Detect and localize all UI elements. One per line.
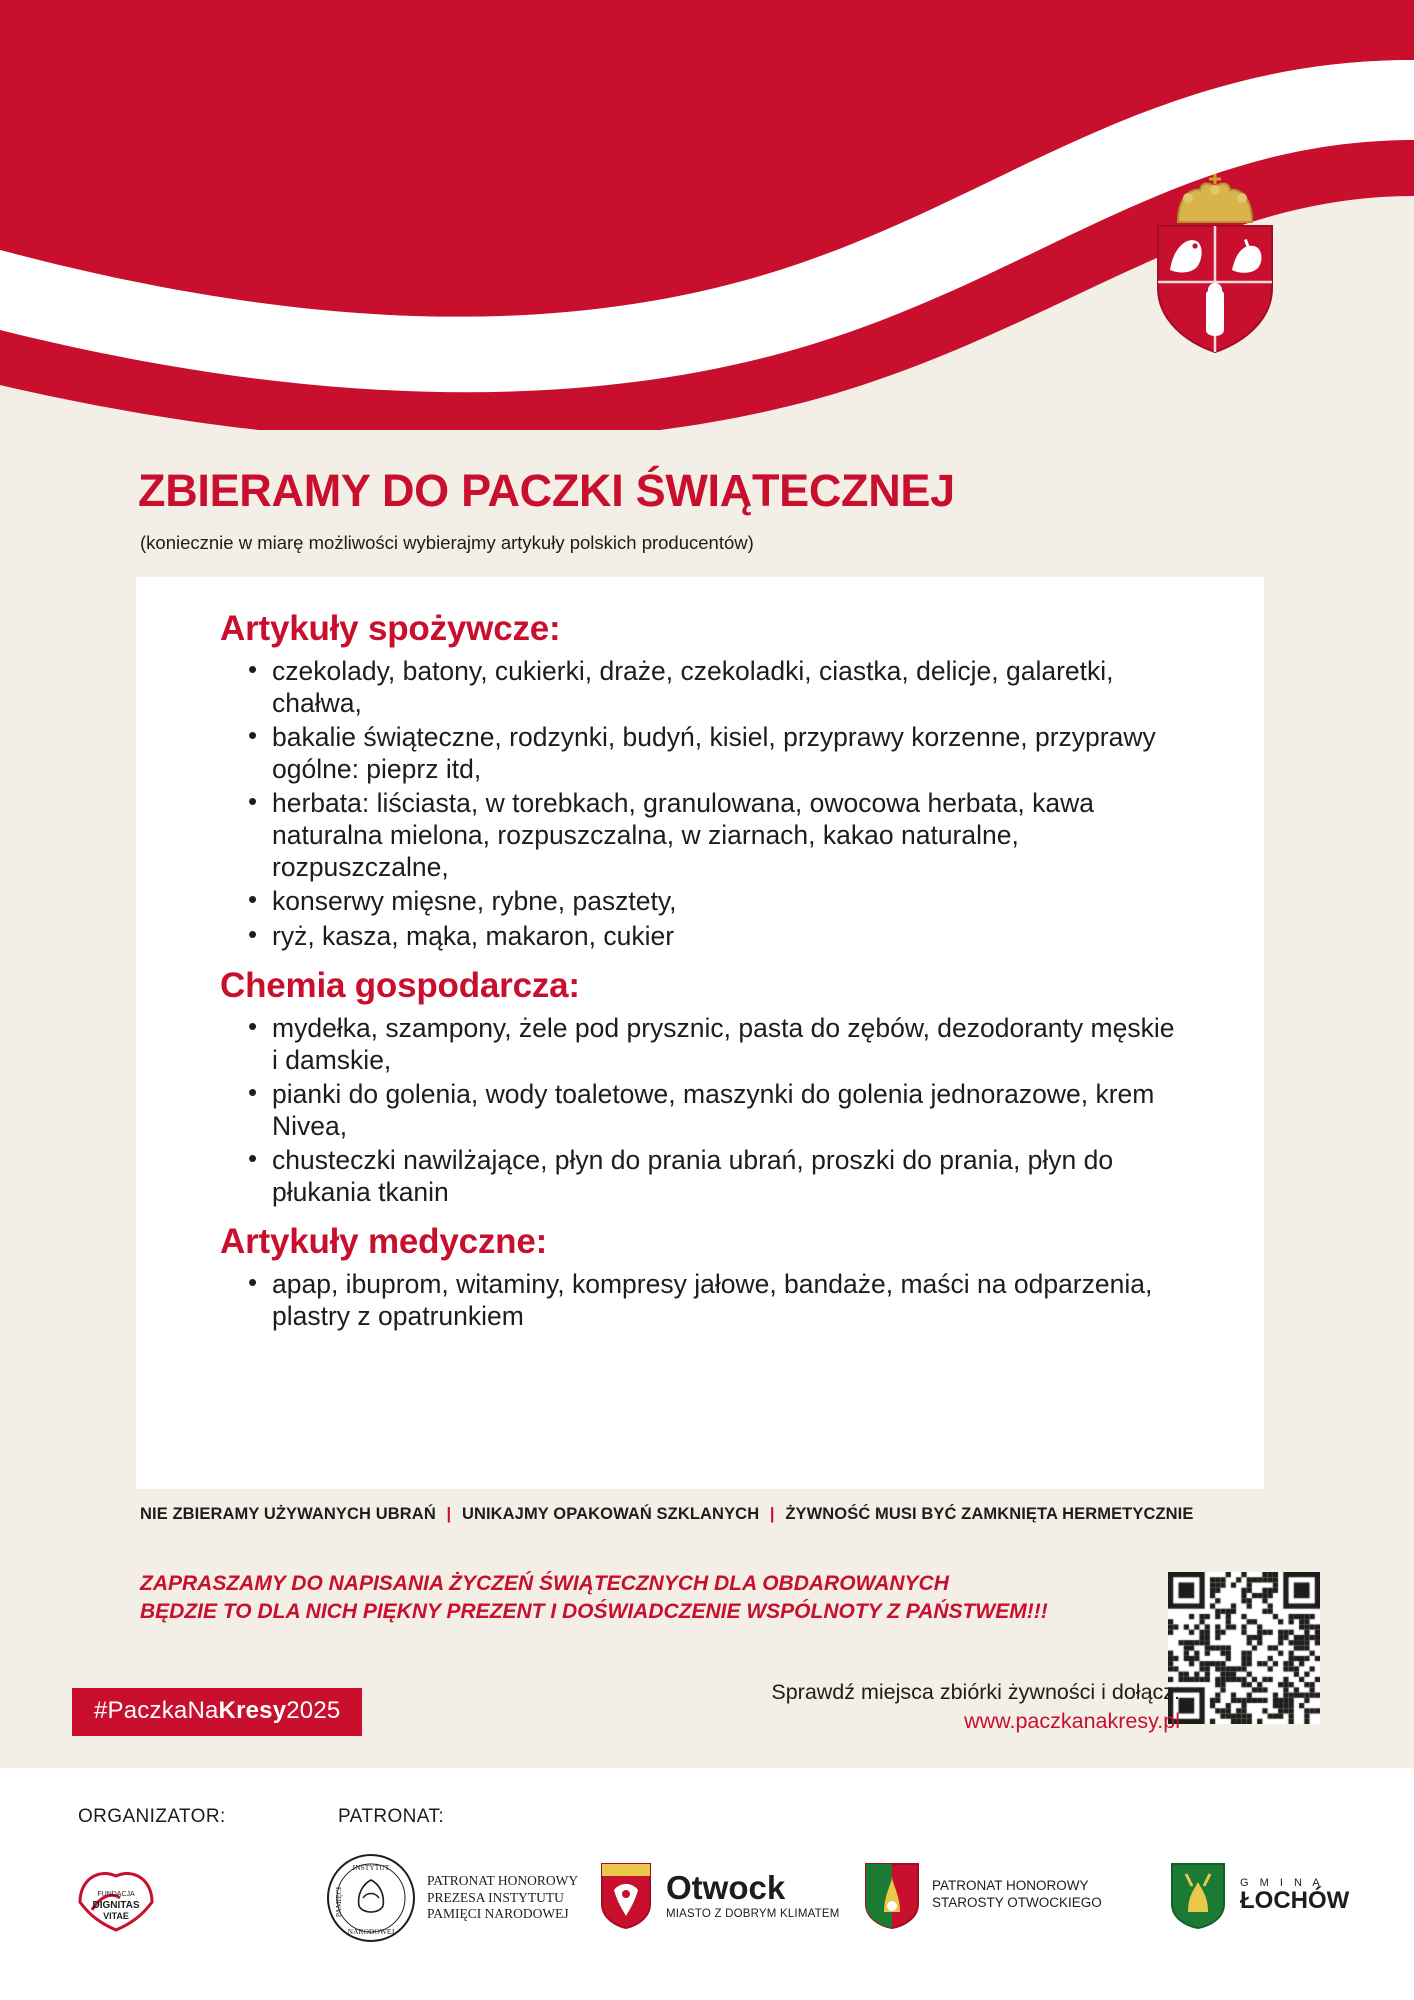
list-item: • pianki do golenia, wody toaletowe, maszynki do golenia jednorazowe, krem Nivea, [272,1078,1178,1142]
national-crest-icon [1140,170,1290,355]
svg-text:FUNDACJA: FUNDACJA [97,1891,135,1898]
hashtag-badge [72,1688,362,1736]
section-heading-food: Artykuły spożywcze: [220,609,561,648]
starostwo-patronage-text: PATRONAT HONOROWY STAROSTY OTWOCKIEGO [932,1878,1102,1910]
logo-starostwo-otwockie [862,1860,1102,1930]
list-item: • mydełka, szampony, żele pod prysznic, pasta do zębów, dezodoranty męskie i damskie, [272,1012,1178,1076]
list-item: • apap, ibuprom, witaminy, kompresy jałowe, bandaże, maści na odparzenia, plastry z opatrunkiem [272,1268,1178,1332]
list-item: • herbata: liściasta, w torebkach, granulowana, owocowa herbata, kawa naturalna mielona, rozpuszczalna, w ziarnach, kakao naturalne, rozpuszczalne, [272,787,1178,883]
logo-gmina-lochow [1168,1860,1349,1930]
rule-item: UNIKAJMY OPAKOWAŃ SZKLANYCH [461,1505,760,1523]
logo-ipn [325,1852,578,1944]
invitation-line2: BĘDZIE TO DLA NICH PIĘKNY PREZENT I DOŚWIADCZENIE WSPÓLNOTY Z PAŃSTWEM!!! [140,1599,1048,1623]
dignitas-vitae-icon [72,1856,160,1934]
call-to-action [640,1680,1180,1734]
section-heading-medical: Artykuły medyczne: [220,1221,548,1261]
lochow-name: ŁOCHÓW [1240,1887,1350,1914]
rule-item: NIE ZBIERAMY UŻYWANYCH UBRAŃ [140,1505,436,1523]
svg-text:NARODOWEJ: NARODOWEJ [347,1927,395,1936]
rule-separator: | [769,1505,775,1523]
hashtag-suffix: 2025 [286,1697,341,1724]
logo-title-line2: Na Kresy [294,215,525,276]
lochow-coat-of-arms-icon [1168,1860,1228,1930]
rule-separator: | [446,1505,452,1523]
organizer-label: ORGANIZATOR: [78,1806,226,1827]
rules-line [140,1505,1270,1524]
otwock-name: Otwock [666,1868,786,1906]
patronage-label: PATRONAT: [338,1806,444,1827]
svg-text:VITAE: VITAE [103,1911,129,1921]
cta-url[interactable]: www.paczkanakresy.pl [964,1709,1180,1733]
ipn-patronage-text: PATRONAT HONOROWY PREZESA INSTYTUTU PAMIĘCI NARODOWEJ [427,1872,579,1922]
otwock-coat-of-arms-icon [598,1860,654,1930]
lochow-gmina-label: G M I N A [1240,1877,1324,1889]
hashtag-prefix: #PaczkaNa [94,1697,219,1724]
section-list-chemicals [246,1012,1218,1208]
logo-dignitas-vitae [72,1856,160,1934]
starostwo-coat-of-arms-icon [862,1860,922,1930]
rule-item: ŻYWNOŚĆ MUSI BYĆ ZAMKNIĘTA HERMETYCZNIE [785,1505,1194,1523]
page-title: ZBIERAMY DO PACZKI ŚWIĄTECZNEJ [138,465,955,516]
cta-text: Sprawdź miejsca zbiórki żywności i dołącz: [771,1680,1180,1704]
list-item: • bakalie świąteczne, rodzynki, budyń, kisiel, przyprawy korzenne, przyprawy ogólne: pieprz itd, [272,721,1178,785]
list-item: • ryż, kasza, mąka, makaron, cukier [272,920,1178,952]
collection-list-panel [136,577,1264,1489]
list-item: • czekolady, batony, cukierki, draże, czekoladki, ciastka, delicje, galaretki, chałwa, [272,655,1178,719]
invitation-text [140,1570,1160,1625]
hashtag-bold: Kresy [218,1697,287,1724]
logo-title-line1: Paczka [294,163,475,223]
otwock-tagline: MIASTO Z DOBRYM KLIMATEM [666,1907,840,1920]
section-list-medical [246,1268,1218,1332]
invitation-line1: ZAPRASZAMY DO NAPISANIA ŻYCZEŃ ŚWIĄTECZNYCH DLA OBDAROWANYCH [140,1572,949,1595]
logo-otwock [598,1860,840,1930]
ipn-seal-icon [325,1852,417,1944]
paczka-na-kresy-mark-icon [140,128,272,280]
section-list-food [246,655,1218,952]
brand-logo [140,128,524,303]
svg-text:DIGNITAS: DIGNITAS [92,1900,140,1911]
section-heading-chemicals: Chemia gospodarcza: [220,965,580,1005]
list-item: • konserwy mięsne, rybne, pasztety, [272,885,1178,917]
footer [0,1768,1414,2000]
logo-edition: XIX [294,134,338,162]
svg-text:PAMIĘCI: PAMIĘCI [334,1886,343,1918]
qr-code[interactable] [1168,1572,1320,1724]
page-subtitle: (koniecznie w miarę możliwości wybierajmy artykuły polskich producentów) [140,532,754,553]
logo-subtitle: Boże Narodzenie 2025 [294,278,512,302]
list-item: • chusteczki nawilżające, płyn do prania ubrań, proszki do prania, płyn do płukania tkanin [272,1144,1178,1208]
svg-text:INSTYTUT: INSTYTUT [352,1863,390,1872]
